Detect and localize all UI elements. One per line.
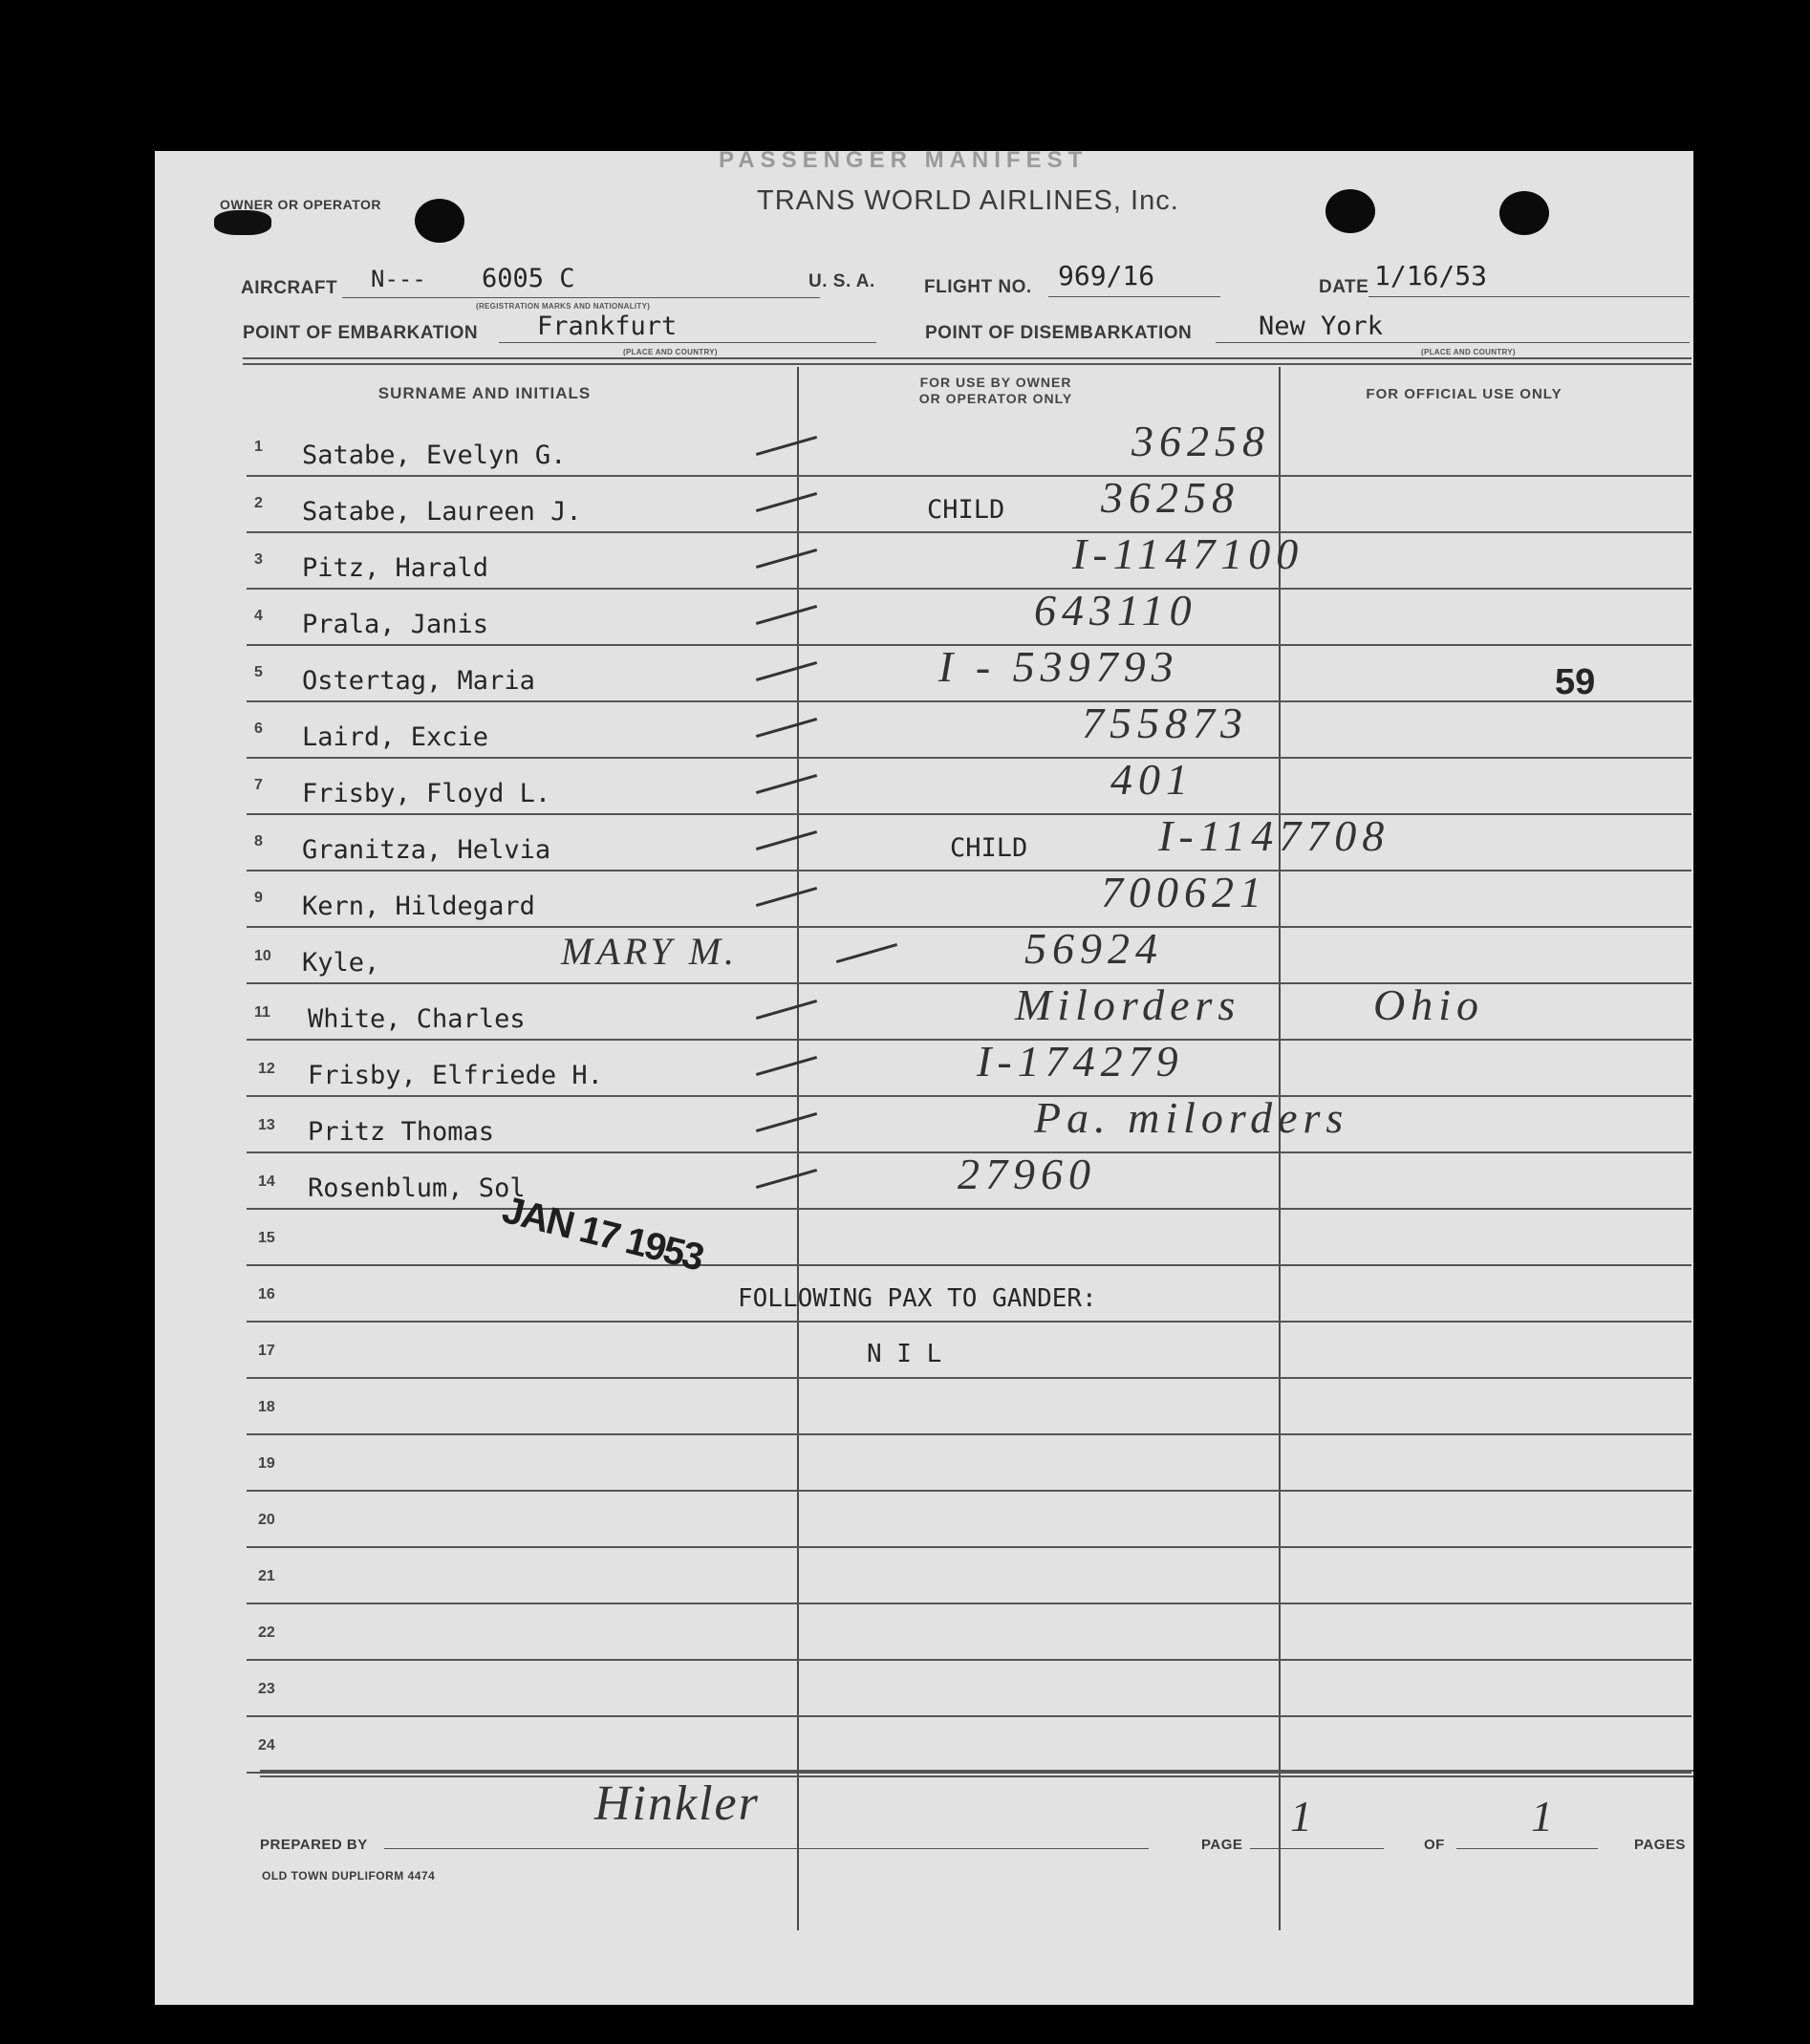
page-label: PAGE: [1201, 1837, 1243, 1853]
owner-use-entry: 643110: [1034, 586, 1197, 635]
passenger-list: [155, 151, 1693, 1967]
row-number: 18: [258, 1399, 275, 1415]
of-label: OF: [1424, 1837, 1445, 1853]
date-label: DATE: [1319, 277, 1369, 297]
row-number: 7: [254, 777, 263, 793]
manifest-sheet: [155, 147, 1693, 2005]
owner-use-entry: I-1147708: [1158, 811, 1390, 860]
date-stamp: JAN 17 1953: [498, 1189, 707, 1280]
owner-use-entry: 56924: [1024, 924, 1163, 973]
passenger-name: Pitz, Harald: [302, 553, 489, 583]
table-row: [155, 1380, 1693, 1436]
table-row: [155, 417, 1693, 478]
table-row: [155, 1662, 1693, 1718]
date-value: 1/16/53: [1374, 260, 1488, 291]
row-number: 13: [258, 1117, 275, 1133]
table-row: [155, 699, 1693, 760]
passenger-name: Kern, Hildegard: [302, 892, 535, 921]
row-divider: [247, 1264, 1691, 1266]
row-number: 20: [258, 1512, 275, 1528]
row-divider: [247, 1659, 1691, 1661]
row-number: 10: [254, 948, 271, 964]
passenger-name: Prala, Janis: [302, 610, 489, 639]
child-note: CHILD: [927, 495, 1005, 525]
row-divider: [247, 757, 1691, 759]
passenger-name: Satabe, Evelyn G.: [302, 441, 567, 470]
row-number: 14: [258, 1173, 275, 1190]
owner-label: OWNER OR OPERATOR: [220, 197, 381, 212]
check-mark: [756, 605, 817, 625]
table-row: [155, 529, 1693, 591]
row-number: 9: [254, 890, 263, 906]
official-entry: 59: [1555, 662, 1596, 702]
check-mark: [756, 774, 817, 794]
check-mark: [756, 549, 817, 569]
row-divider: [247, 1433, 1691, 1435]
row-number: 15: [258, 1230, 275, 1246]
disembark-label: POINT OF DISEMBARKATION: [925, 323, 1193, 343]
passenger-name: Frisby, Elfriede H.: [308, 1061, 603, 1090]
row-number: 5: [254, 664, 263, 680]
table-row: [155, 1718, 1693, 1775]
flight-value: 969/16: [1058, 260, 1155, 291]
flight-label: FLIGHT NO.: [924, 277, 1032, 297]
check-mark: [756, 1112, 817, 1132]
owner-use-entry: I-1147100: [1072, 529, 1304, 578]
aircraft-caption: (REGISTRATION MARKS AND NATIONALITY): [476, 302, 651, 311]
check-mark: [756, 492, 817, 512]
usa-label: U. S. A.: [808, 271, 875, 291]
table-bottom-rule-2: [260, 1775, 1693, 1777]
row-number: 4: [254, 608, 263, 624]
row-divider: [247, 1321, 1691, 1323]
passenger-name: Laird, Excie: [302, 722, 489, 752]
row-divider: [247, 870, 1691, 871]
table-row: [155, 1436, 1693, 1493]
row-number: 24: [258, 1737, 275, 1754]
prepared-label: PREPARED BY: [260, 1837, 368, 1853]
passenger-name: Granitza, Helvia: [302, 835, 551, 865]
row-divider: [247, 531, 1691, 533]
table-row: [155, 924, 1693, 985]
row-divider: [247, 1039, 1691, 1041]
embark-value: Frankfurt: [537, 312, 678, 341]
manifest-title: PASSENGER MANIFEST: [719, 147, 1088, 173]
row-number: 6: [254, 721, 263, 737]
check-mark: [756, 1000, 817, 1020]
of-underline: [1456, 1848, 1598, 1849]
page-value: 1: [1290, 1792, 1318, 1840]
row-number: 19: [258, 1455, 275, 1472]
table-row: [155, 1605, 1693, 1662]
aircraft-label: AIRCRAFT: [241, 278, 338, 298]
disembark-caption: (PLACE AND COUNTRY): [1421, 348, 1516, 356]
pages-label: PAGES: [1634, 1837, 1686, 1853]
row-number: 11: [254, 1004, 270, 1021]
table-row: [155, 642, 1693, 703]
table-row: [155, 1150, 1693, 1211]
passenger-name-handwritten: MARY M.: [561, 930, 739, 973]
aircraft-prefix: N---: [371, 266, 426, 292]
owner-use-entry: 36258: [1131, 417, 1270, 465]
table-row: [155, 811, 1693, 872]
passenger-name: Satabe, Laureen J.: [302, 497, 582, 527]
row-number: 17: [258, 1343, 275, 1359]
passenger-name: Rosenblum, Sol: [308, 1173, 526, 1203]
table-row: [155, 1493, 1693, 1549]
column-owner-use: FOR USE BY OWNER OR OPERATOR ONLY: [918, 375, 1073, 406]
table-row: [155, 1211, 1693, 1267]
owner-use-entry: 27960: [958, 1150, 1096, 1198]
row-divider: [247, 926, 1691, 928]
check-mark: [756, 1056, 817, 1076]
embark-label: POINT OF EMBARKATION: [243, 323, 479, 343]
owner-use-entry: Milorders: [1015, 980, 1241, 1029]
row-divider: [247, 1546, 1691, 1548]
owner-use-entry: I-174279: [977, 1037, 1184, 1086]
table-row: [155, 1037, 1693, 1098]
child-note: CHILD: [950, 833, 1028, 863]
passenger-name: Frisby, Floyd L.: [302, 779, 551, 808]
check-mark: [756, 830, 817, 850]
row-divider: [247, 700, 1691, 702]
check-mark: [756, 887, 817, 907]
check-mark: [756, 1169, 817, 1189]
gander-note: FOLLOWING PAX TO GANDER:: [738, 1284, 1097, 1313]
column-official-use: FOR OFFICIAL USE ONLY: [1366, 386, 1562, 402]
row-divider: [247, 1377, 1691, 1379]
row-divider: [247, 1603, 1691, 1604]
passenger-name: Pritz Thomas: [308, 1117, 495, 1147]
row-number: 2: [254, 495, 263, 511]
owner-use-entry: Pa. milorders: [1034, 1093, 1349, 1142]
table-row: [155, 1549, 1693, 1605]
passenger-name: White, Charles: [308, 1004, 526, 1034]
passenger-name: Ostertag, Maria: [302, 666, 535, 696]
owner-use-entry: 401: [1110, 755, 1194, 804]
table-row: [155, 1093, 1693, 1154]
table-row: [155, 980, 1693, 1042]
table-bottom-rule: [260, 1770, 1693, 1772]
row-divider: [247, 813, 1691, 815]
row-number: 16: [258, 1286, 275, 1302]
row-number: 1: [254, 439, 263, 455]
check-mark: [836, 943, 897, 963]
company-name: TRANS WORLD AIRLINES, Inc.: [757, 185, 1179, 216]
table-row: [155, 586, 1693, 647]
row-number: 22: [258, 1624, 275, 1641]
page-underline: [1250, 1848, 1384, 1849]
check-mark: [756, 436, 817, 456]
column-surname: SURNAME AND INITIALS: [377, 384, 592, 402]
row-divider: [247, 1715, 1691, 1717]
disembark-value: New York: [1259, 312, 1384, 341]
row-number: 12: [258, 1061, 275, 1077]
row-divider: [247, 588, 1691, 590]
passenger-name: Kyle,: [302, 948, 380, 978]
row-divider: [247, 1095, 1691, 1097]
of-value: 1: [1531, 1792, 1559, 1840]
owner-use-entry: 755873: [1082, 699, 1248, 747]
row-divider: [247, 1490, 1691, 1492]
official-entry: Ohio: [1373, 980, 1484, 1029]
owner-use-entry: 36258: [1101, 473, 1239, 522]
table-row: [155, 868, 1693, 929]
row-divider: [247, 1208, 1691, 1210]
row-divider: [247, 475, 1691, 477]
row-number: 3: [254, 551, 263, 568]
gander-value: N I L: [867, 1340, 942, 1368]
table-row: [155, 473, 1693, 534]
owner-use-entry: 700621: [1101, 868, 1267, 916]
row-number: 23: [258, 1681, 275, 1697]
aircraft-value: 6005 C: [482, 264, 575, 293]
table-row: [155, 755, 1693, 816]
check-mark: [756, 661, 817, 681]
row-number: 8: [254, 833, 263, 850]
prepared-underline: [384, 1848, 1149, 1849]
prepared-signature: Hinkler: [594, 1776, 760, 1831]
row-number: 21: [258, 1568, 275, 1584]
check-mark: [756, 718, 817, 738]
row-divider: [247, 1772, 1691, 1774]
form-id: OLD TOWN DUPLIFORM 4474: [262, 1869, 436, 1883]
embark-caption: (PLACE AND COUNTRY): [623, 348, 718, 356]
owner-use-entry: I - 539793: [938, 642, 1179, 691]
